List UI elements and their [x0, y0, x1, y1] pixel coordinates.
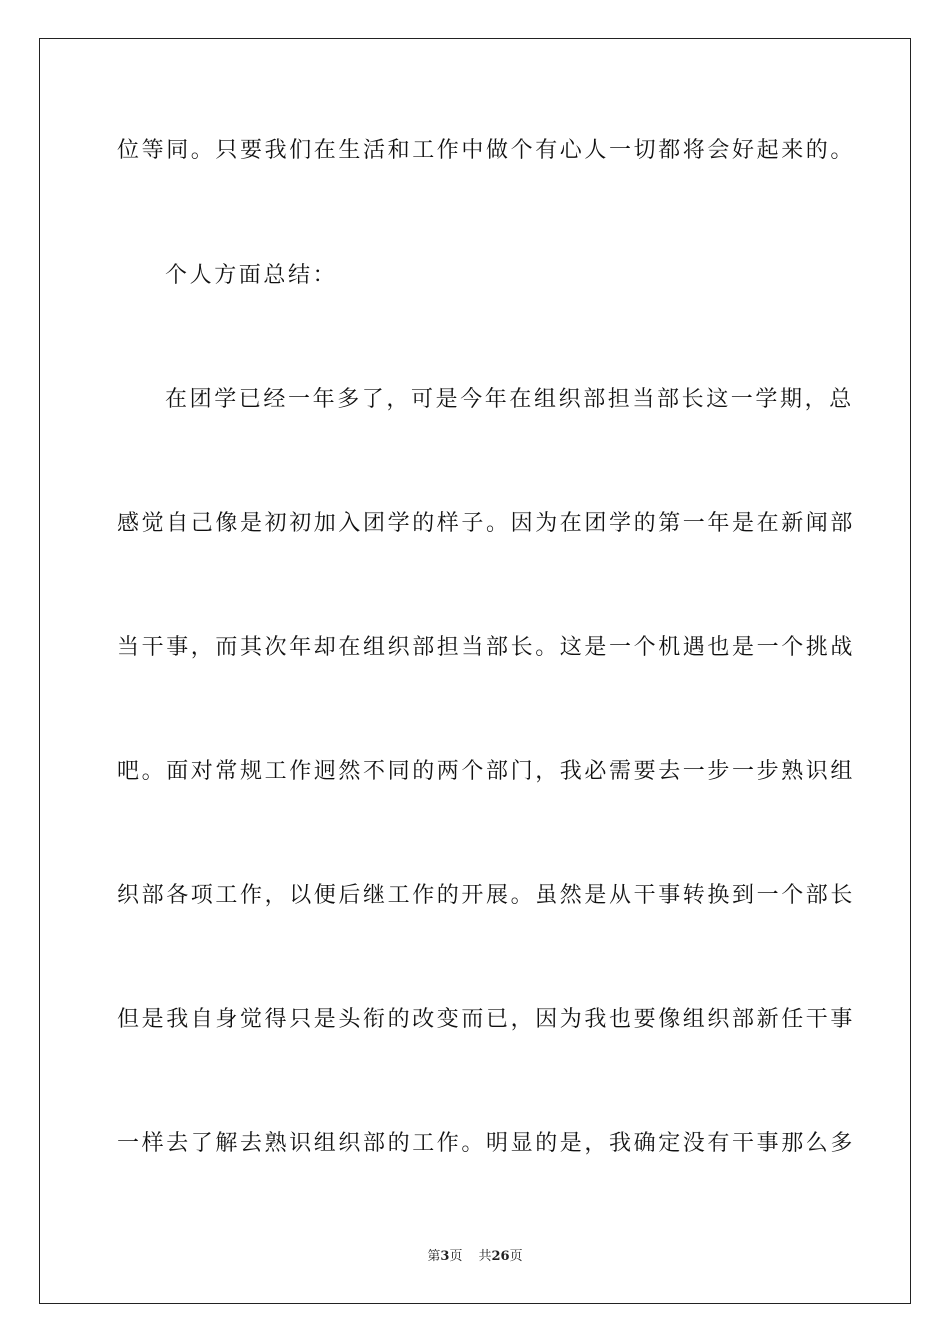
page-number: 3 [440, 1249, 450, 1264]
page-prefix: 第 [427, 1249, 441, 1264]
body-text-line: 感觉自己像是初初加入团学的样子。因为在团学的第一年是在新闻部 [117, 511, 856, 536]
body-text-line: 吧。面对常规工作迥然不同的两个部门，我必需要去一步一步熟识组 [117, 759, 856, 784]
body-text-line: 在团学已经一年多了，可是今年在组织部担当部长这一学期，总 [165, 387, 854, 412]
page-border [39, 38, 911, 1304]
total-pages: 26 [491, 1249, 510, 1264]
section-heading: 个人方面总结： [165, 263, 338, 288]
body-text-line: 但是我自身觉得只是头衔的改变而已，因为我也要像组织部新任干事 [117, 1007, 856, 1032]
body-text-line: 位等同。只要我们在生活和工作中做个有心人一切都将会好起来的。 [117, 138, 856, 163]
page-footer [0, 1248, 950, 1266]
total-suffix: 页 [509, 1249, 523, 1264]
body-text-line: 当干事，而其次年却在组织部担当部长。这是一个机遇也是一个挑战 [117, 635, 856, 660]
body-text-line: 一样去了解去熟识组织部的工作。明显的是，我确定没有干事那么多 [117, 1131, 856, 1156]
body-text-line: 织部各项工作，以便后继工作的开展。虽然是从干事转换到一个部长 [117, 883, 856, 908]
page-suffix: 页 [449, 1249, 463, 1264]
total-prefix: 共 [478, 1249, 492, 1264]
